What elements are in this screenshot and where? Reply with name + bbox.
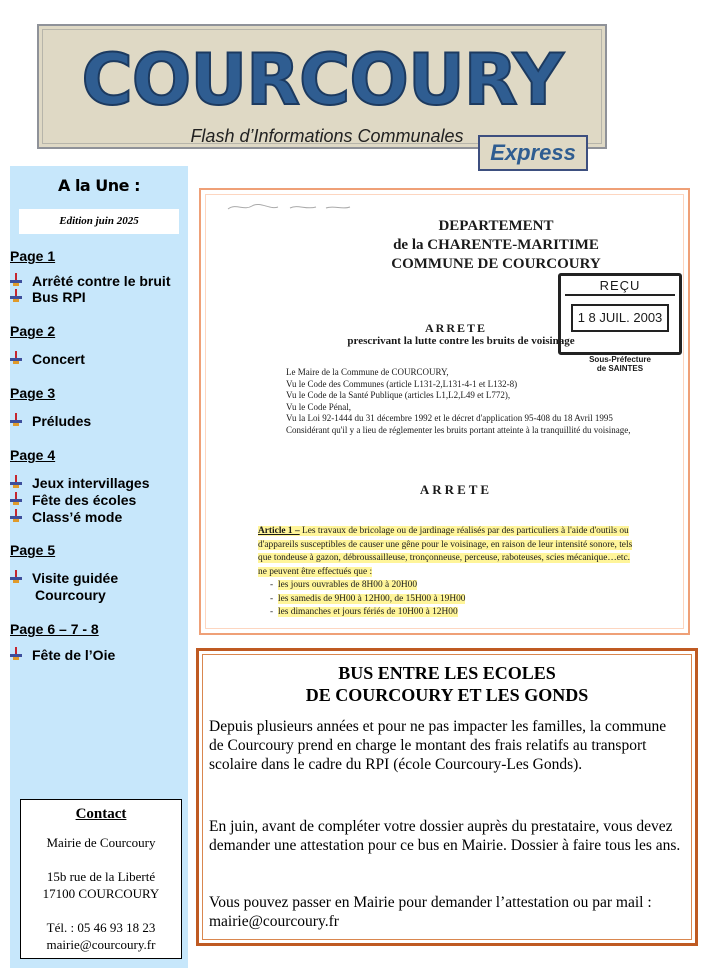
article-label: Article 1 – — [258, 526, 300, 536]
toc-item-label: Class’é mode — [32, 509, 123, 525]
bus-article-title: BUS ENTRE LES ECOLES DE COURCOURY ET LES GONDS — [305, 663, 589, 705]
bullet-icon — [10, 509, 32, 524]
toc-page-4[interactable]: Page 4 — [10, 447, 56, 463]
bullet-icon — [10, 492, 32, 507]
toc-item-label: Préludes — [32, 413, 92, 429]
header-line: DEPARTEMENT — [438, 218, 554, 234]
considerants: Le Maire de la Commune de COURCOURY, Vu le Code des Communes (article L131-2,L131-4-1 et L132-8) Vu le Code de la Santé Publique (articles L1,L2,L49 et L772), Vu le Code Pénal, Vu la Loi 92-1444 du 31 décembre 1992 et le décret d'application 95-408 du 18 Avril 1995 Considérant qu'il y a lieu de réglementer les bruits portant atteinte à la tranquillité du voisinage, — [286, 367, 631, 435]
contact-email[interactable]: mairie@courcoury.fr — [46, 937, 156, 952]
article-1 — [258, 525, 638, 620]
toc-item[interactable] — [10, 273, 170, 289]
toc-item-label: Fête de l’Oie — [32, 647, 116, 663]
arrete-title-2: ARRETE — [419, 482, 493, 497]
bullet-icon — [10, 273, 32, 288]
schedule-item: les jours ouvrables de 8H00 à 20H00 — [278, 580, 418, 590]
stamp-date: 1 8 JUIL. 2003 — [571, 304, 669, 332]
arrete-scan — [199, 188, 690, 635]
express-badge: Express — [478, 135, 588, 171]
toc-item-label: Courcoury — [35, 587, 106, 603]
toc-page-3[interactable]: Page 3 — [10, 385, 56, 401]
contact-city: 17100 COURCOURY — [42, 886, 160, 901]
newsletter-title: COURCOURY — [81, 39, 563, 121]
header-line: COMMUNE DE COURCOURY — [391, 256, 601, 272]
toc-item-label: Concert — [32, 351, 85, 367]
toc-item-label: Bus RPI — [32, 289, 86, 305]
toc-item-label: Jeux intervillages — [32, 475, 150, 491]
bus-article — [196, 648, 698, 946]
arrete-title: ARRETE — [424, 321, 487, 335]
contact-heading: Contact — [75, 806, 127, 822]
article-text: Les travaux de bricolage ou de jardinage réalisés par des particuliers à l'aide d'outils ou d'appareils susceptibles de causer une gêne pour le voisinage, en raison de leur intensité sonore, tels que tondeuse à gazon, débroussailleuse, tronçonneuse, perceuse, raboteuses, scies mécanique…etc. ne peuvent être effectués que : — [258, 526, 633, 577]
toc-item-label: Fête des écoles — [32, 492, 137, 508]
toc-item[interactable] — [10, 647, 115, 663]
bullet-icon — [10, 570, 32, 585]
bus-paragraph: Depuis plusieurs années et pour ne pas impacter les familles, la commune de Courcoury prend en charge le montant des frais relatifs au transport scolaire dans le cadre du RPI (école Courcoury-Les Gonds). — [209, 718, 667, 773]
toc-page-6-8[interactable]: Page 6 – 7 - 8 — [10, 621, 99, 637]
handwritten-scribble — [226, 201, 356, 213]
bullet-icon — [10, 475, 32, 490]
arrete-document — [205, 194, 684, 629]
stamp-label: REÇU — [599, 278, 641, 293]
toc-item[interactable] — [10, 570, 118, 586]
toc-page-5[interactable]: Page 5 — [10, 542, 56, 558]
bullet-icon — [10, 647, 32, 662]
toc-item[interactable] — [35, 587, 106, 603]
masthead — [37, 24, 607, 149]
edition-label: Edition juin 2025 — [19, 209, 179, 234]
toc-item-label: Visite guidée — [32, 570, 119, 586]
toc-item[interactable] — [10, 413, 91, 429]
bus-paragraph: En juin, avant de compléter votre dossier auprès du prestataire, vous devez demander une attestation pour ce bus en Mairie. Dossier à faire tous les ans. — [209, 818, 681, 854]
stamp-subtitle: Sous-Préfecture de SAINTES — [589, 355, 651, 373]
schedule-item: les dimanches et jours fériés de 10H00 à 12H00 — [278, 607, 458, 617]
toc-item[interactable] — [10, 509, 122, 525]
toc-page-1[interactable]: Page 1 — [10, 248, 56, 264]
toc-item[interactable] — [10, 289, 86, 305]
toc-item[interactable] — [10, 475, 150, 491]
toc-item[interactable] — [10, 492, 136, 508]
newsletter-subtitle: Flash d’Informations Communales — [190, 126, 464, 146]
toc-item[interactable] — [10, 351, 85, 367]
bullet-icon — [10, 413, 32, 428]
bus-paragraph: Vous pouvez passer en Mairie pour demander l’attestation ou par mail : mairie@courcoury.fr — [209, 894, 652, 930]
contact-phone: Tél. : 05 46 93 18 23 — [46, 920, 156, 935]
contact-box — [20, 799, 182, 959]
header-line: de la CHARENTE-MARITIME — [393, 237, 599, 253]
toc-page-2[interactable]: Page 2 — [10, 323, 56, 339]
contact-street: 15b rue de la Liberté — [46, 869, 156, 884]
department-header — [326, 217, 666, 274]
bullet-icon — [10, 289, 32, 304]
sidebar-heading: A la Une : — [57, 176, 140, 195]
schedule-item: les samedis de 9H00 à 12H00, de 15H00 à 19H00 — [278, 593, 466, 604]
contact-org: Mairie de Courcoury — [46, 835, 156, 850]
arrete-subtitle: prescrivant la lutte contre les bruits de voisinage — [347, 335, 575, 347]
bullet-icon — [10, 351, 32, 366]
toc-item-label: Arrêté contre le bruit — [32, 273, 171, 289]
schedule-list — [258, 579, 638, 620]
